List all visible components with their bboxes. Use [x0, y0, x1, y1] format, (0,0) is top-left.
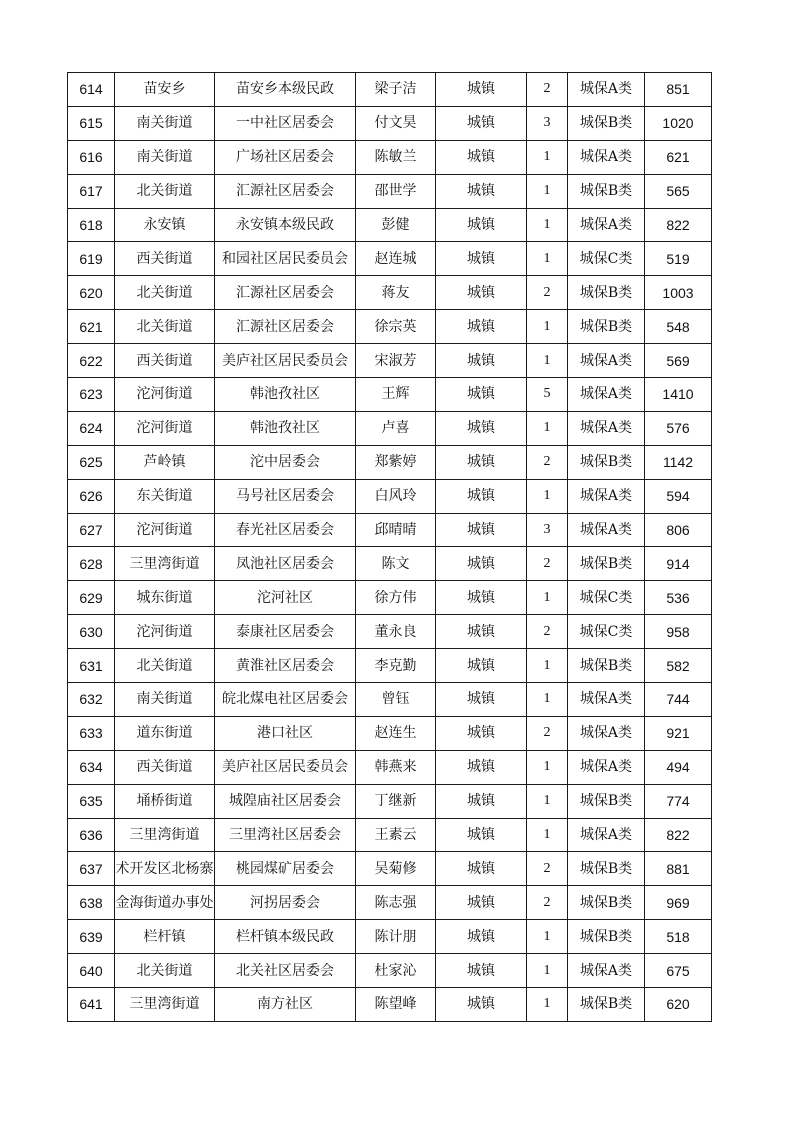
street-office-cell — [115, 411, 215, 445]
community-cell: 港口社区 — [215, 716, 356, 750]
community-cell: 汇源社区居委会 — [215, 310, 356, 344]
amount-cell: 620 — [645, 988, 712, 1022]
household-type-cell: 城镇 — [436, 716, 527, 750]
amount-cell: 1142 — [645, 445, 712, 479]
recipient-name-cell: 宋淑芳 — [356, 344, 436, 378]
street-office-cell — [115, 920, 215, 954]
community-cell: 美庐社区居民委员会 — [215, 344, 356, 378]
member-count-cell: 1 — [527, 479, 568, 513]
table-row — [68, 106, 712, 140]
serial-number-cell: 620 — [68, 276, 115, 310]
category-cell: 城保A类 — [568, 378, 645, 412]
street-office-cell — [115, 750, 215, 784]
amount-cell: 548 — [645, 310, 712, 344]
serial-number-cell: 626 — [68, 479, 115, 513]
street-office-text: 苗安乡 — [143, 81, 186, 98]
member-count-cell: 1 — [527, 344, 568, 378]
community-cell: 和园社区居民委员会 — [215, 242, 356, 276]
street-office-cell — [115, 106, 215, 140]
household-type-cell: 城镇 — [436, 140, 527, 174]
serial-number-cell: 625 — [68, 445, 115, 479]
street-office-text: 芦岭镇 — [143, 454, 186, 471]
table-row — [68, 276, 712, 310]
category-cell: 城保A类 — [568, 140, 645, 174]
amount-cell: 851 — [645, 73, 712, 107]
roster-body — [68, 73, 712, 1022]
category-cell: 城保B类 — [568, 174, 645, 208]
recipient-name-cell: 曾钰 — [356, 683, 436, 717]
community-cell: 沱中居委会 — [215, 445, 356, 479]
household-type-cell: 城镇 — [436, 445, 527, 479]
serial-number-cell: 623 — [68, 378, 115, 412]
table-row — [68, 988, 712, 1022]
member-count-cell: 1 — [527, 784, 568, 818]
amount-cell: 569 — [645, 344, 712, 378]
community-cell: 黄淮社区居委会 — [215, 649, 356, 683]
member-count-cell: 2 — [527, 73, 568, 107]
recipient-name-cell: 徐宗英 — [356, 310, 436, 344]
household-type-cell: 城镇 — [436, 988, 527, 1022]
amount-cell: 881 — [645, 852, 712, 886]
table-row — [68, 750, 712, 784]
community-cell: 皖北煤电社区居委会 — [215, 683, 356, 717]
serial-number-cell: 641 — [68, 988, 115, 1022]
table-row — [68, 242, 712, 276]
household-type-cell: 城镇 — [436, 344, 527, 378]
household-type-cell: 城镇 — [436, 750, 527, 784]
member-count-cell: 2 — [527, 547, 568, 581]
household-type-cell: 城镇 — [436, 411, 527, 445]
member-count-cell: 2 — [527, 886, 568, 920]
recipient-name-cell: 彭健 — [356, 208, 436, 242]
table-row — [68, 208, 712, 242]
table-row — [68, 344, 712, 378]
member-count-cell: 1 — [527, 920, 568, 954]
street-office-text: 沱河街道 — [136, 420, 193, 437]
serial-number-cell: 632 — [68, 683, 115, 717]
community-cell: 汇源社区居委会 — [215, 276, 356, 310]
category-cell: 城保B类 — [568, 310, 645, 344]
street-office-text: 南关街道 — [136, 691, 193, 708]
recipient-name-cell: 韩燕来 — [356, 750, 436, 784]
street-office-text: 南关街道 — [136, 115, 193, 132]
table-row — [68, 954, 712, 988]
category-cell: 城保B类 — [568, 784, 645, 818]
member-count-cell: 2 — [527, 276, 568, 310]
street-office-text: 沱河街道 — [136, 386, 193, 403]
category-cell: 城保A类 — [568, 411, 645, 445]
table-row — [68, 174, 712, 208]
category-cell: 城保A类 — [568, 818, 645, 852]
amount-cell: 822 — [645, 208, 712, 242]
member-count-cell: 1 — [527, 954, 568, 988]
table-row — [68, 683, 712, 717]
street-office-cell — [115, 683, 215, 717]
household-type-cell: 城镇 — [436, 615, 527, 649]
street-office-text: 北关街道 — [136, 284, 193, 301]
street-office-cell — [115, 140, 215, 174]
recipient-name-cell: 陈文 — [356, 547, 436, 581]
community-cell: 三里湾社区居委会 — [215, 818, 356, 852]
street-office-cell — [115, 852, 215, 886]
amount-cell: 518 — [645, 920, 712, 954]
recipient-name-cell: 邱晴晴 — [356, 513, 436, 547]
street-office-text: 北关街道 — [136, 318, 193, 335]
category-cell: 城保B类 — [568, 988, 645, 1022]
street-office-cell — [115, 344, 215, 378]
street-office-cell — [115, 310, 215, 344]
category-cell: 城保C类 — [568, 581, 645, 615]
street-office-text: 北关街道 — [136, 962, 193, 979]
street-office-text: 三里湾街道 — [129, 996, 200, 1013]
member-count-cell: 1 — [527, 208, 568, 242]
member-count-cell: 1 — [527, 140, 568, 174]
community-cell: 韩池孜社区 — [215, 411, 356, 445]
recipient-name-cell: 徐方伟 — [356, 581, 436, 615]
street-office-text: 沱河街道 — [136, 522, 193, 539]
serial-number-cell: 618 — [68, 208, 115, 242]
household-type-cell: 城镇 — [436, 513, 527, 547]
street-office-cell — [115, 649, 215, 683]
member-count-cell: 3 — [527, 106, 568, 140]
category-cell: 城保B类 — [568, 920, 645, 954]
table-row — [68, 547, 712, 581]
street-office-cell — [115, 445, 215, 479]
community-cell: 韩池孜社区 — [215, 378, 356, 412]
member-count-cell: 1 — [527, 649, 568, 683]
amount-cell: 774 — [645, 784, 712, 818]
member-count-cell: 1 — [527, 818, 568, 852]
category-cell: 城保A类 — [568, 513, 645, 547]
recipient-name-cell: 王辉 — [356, 378, 436, 412]
serial-number-cell: 640 — [68, 954, 115, 988]
amount-cell: 519 — [645, 242, 712, 276]
street-office-cell — [115, 784, 215, 818]
serial-number-cell: 616 — [68, 140, 115, 174]
street-office-text: 术开发区北杨寨 — [115, 860, 214, 877]
household-type-cell: 城镇 — [436, 310, 527, 344]
serial-number-cell: 617 — [68, 174, 115, 208]
street-office-cell — [115, 513, 215, 547]
household-type-cell: 城镇 — [436, 208, 527, 242]
household-type-cell: 城镇 — [436, 174, 527, 208]
amount-cell: 1410 — [645, 378, 712, 412]
household-type-cell: 城镇 — [436, 581, 527, 615]
community-cell: 永安镇本级民政 — [215, 208, 356, 242]
community-cell: 汇源社区居委会 — [215, 174, 356, 208]
community-cell: 马号社区居委会 — [215, 479, 356, 513]
member-count-cell: 3 — [527, 513, 568, 547]
recipient-name-cell: 蒋友 — [356, 276, 436, 310]
member-count-cell: 1 — [527, 242, 568, 276]
street-office-text: 永安镇 — [143, 217, 186, 233]
household-type-cell: 城镇 — [436, 649, 527, 683]
category-cell: 城保A类 — [568, 479, 645, 513]
member-count-cell: 1 — [527, 988, 568, 1022]
street-office-cell — [115, 581, 215, 615]
street-office-text: 三里湾街道 — [129, 555, 200, 572]
table-row — [68, 716, 712, 750]
amount-cell: 822 — [645, 818, 712, 852]
street-office-cell — [115, 378, 215, 412]
member-count-cell: 1 — [527, 683, 568, 717]
community-cell: 广场社区居委会 — [215, 140, 356, 174]
amount-cell: 914 — [645, 547, 712, 581]
recipient-name-cell: 王素云 — [356, 818, 436, 852]
street-office-cell — [115, 479, 215, 513]
recipient-name-cell: 梁子洁 — [356, 73, 436, 107]
household-type-cell: 城镇 — [436, 954, 527, 988]
recipient-name-cell: 董永良 — [356, 615, 436, 649]
serial-number-cell: 637 — [68, 852, 115, 886]
table-row — [68, 784, 712, 818]
household-type-cell: 城镇 — [436, 683, 527, 717]
amount-cell: 806 — [645, 513, 712, 547]
table-row — [68, 411, 712, 445]
household-type-cell: 城镇 — [436, 886, 527, 920]
member-count-cell: 2 — [527, 716, 568, 750]
amount-cell: 675 — [645, 954, 712, 988]
household-type-cell: 城镇 — [436, 852, 527, 886]
category-cell: 城保B类 — [568, 852, 645, 886]
amount-cell: 1003 — [645, 276, 712, 310]
category-cell: 城保B类 — [568, 547, 645, 581]
member-count-cell: 2 — [527, 615, 568, 649]
street-office-cell — [115, 174, 215, 208]
street-office-cell — [115, 208, 215, 242]
amount-cell: 621 — [645, 140, 712, 174]
category-cell: 城保B类 — [568, 106, 645, 140]
category-cell: 城保A类 — [568, 954, 645, 988]
serial-number-cell: 636 — [68, 818, 115, 852]
amount-cell: 594 — [645, 479, 712, 513]
recipient-name-cell: 杜家沁 — [356, 954, 436, 988]
street-office-cell — [115, 242, 215, 276]
category-cell: 城保C类 — [568, 242, 645, 276]
street-office-cell — [115, 276, 215, 310]
recipient-name-cell: 卢喜 — [356, 411, 436, 445]
table-row — [68, 615, 712, 649]
serial-number-cell: 615 — [68, 106, 115, 140]
street-office-text: 金海街道办事处 — [115, 894, 214, 911]
street-office-cell — [115, 886, 215, 920]
recipient-name-cell: 吴菊修 — [356, 852, 436, 886]
recipient-name-cell: 陈志强 — [356, 886, 436, 920]
category-cell: 城保C类 — [568, 615, 645, 649]
amount-cell: 576 — [645, 411, 712, 445]
street-office-cell — [115, 73, 215, 107]
street-office-text: 北关街道 — [136, 657, 193, 674]
street-office-text: 城东街道 — [136, 589, 193, 606]
table-row — [68, 479, 712, 513]
street-office-text: 东关街道 — [136, 488, 193, 505]
amount-cell: 744 — [645, 683, 712, 717]
street-office-text: 沱河街道 — [136, 623, 193, 640]
table-row — [68, 581, 712, 615]
serial-number-cell: 629 — [68, 581, 115, 615]
recipient-name-cell: 陈望峰 — [356, 988, 436, 1022]
street-office-text: 西关街道 — [136, 352, 193, 369]
member-count-cell: 2 — [527, 852, 568, 886]
community-cell: 栏杆镇本级民政 — [215, 920, 356, 954]
table-row — [68, 310, 712, 344]
member-count-cell: 5 — [527, 378, 568, 412]
serial-number-cell: 633 — [68, 716, 115, 750]
member-count-cell: 1 — [527, 581, 568, 615]
serial-number-cell: 635 — [68, 784, 115, 818]
serial-number-cell: 619 — [68, 242, 115, 276]
table-row — [68, 852, 712, 886]
community-cell: 泰康社区居委会 — [215, 615, 356, 649]
street-office-text: 三里湾街道 — [129, 827, 200, 844]
serial-number-cell: 624 — [68, 411, 115, 445]
serial-number-cell: 628 — [68, 547, 115, 581]
community-cell: 美庐社区居民委员会 — [215, 750, 356, 784]
table-row — [68, 886, 712, 920]
member-count-cell: 1 — [527, 750, 568, 784]
street-office-text: 栏杆镇 — [143, 928, 186, 945]
household-type-cell: 城镇 — [436, 276, 527, 310]
community-cell: 苗安乡本级民政 — [215, 73, 356, 107]
household-type-cell: 城镇 — [436, 547, 527, 581]
recipient-name-cell: 郑紫婷 — [356, 445, 436, 479]
street-office-text: 埇桥街道 — [136, 793, 193, 810]
amount-cell: 969 — [645, 886, 712, 920]
community-cell: 凤池社区居委会 — [215, 547, 356, 581]
recipient-name-cell: 赵连生 — [356, 716, 436, 750]
street-office-cell — [115, 954, 215, 988]
community-cell: 春光社区居委会 — [215, 513, 356, 547]
serial-number-cell: 639 — [68, 920, 115, 954]
member-count-cell: 2 — [527, 445, 568, 479]
table-row — [68, 818, 712, 852]
household-type-cell: 城镇 — [436, 920, 527, 954]
serial-number-cell: 631 — [68, 649, 115, 683]
street-office-cell — [115, 615, 215, 649]
category-cell: 城保B类 — [568, 649, 645, 683]
street-office-cell — [115, 547, 215, 581]
category-cell: 城保B类 — [568, 886, 645, 920]
table-row — [68, 445, 712, 479]
community-cell: 一中社区居委会 — [215, 106, 356, 140]
table-row — [68, 513, 712, 547]
amount-cell: 494 — [645, 750, 712, 784]
amount-cell: 1020 — [645, 106, 712, 140]
amount-cell: 536 — [645, 581, 712, 615]
table-row — [68, 378, 712, 412]
recipient-name-cell: 白风玲 — [356, 479, 436, 513]
serial-number-cell: 630 — [68, 615, 115, 649]
community-cell: 桃园煤矿居委会 — [215, 852, 356, 886]
household-type-cell: 城镇 — [436, 818, 527, 852]
recipient-name-cell: 付文昊 — [356, 106, 436, 140]
recipient-name-cell: 邵世学 — [356, 174, 436, 208]
recipient-name-cell: 丁继新 — [356, 784, 436, 818]
street-office-cell — [115, 988, 215, 1022]
community-cell: 河拐居委会 — [215, 886, 356, 920]
street-office-cell — [115, 818, 215, 852]
household-type-cell: 城镇 — [436, 242, 527, 276]
street-office-text: 南关街道 — [136, 149, 193, 166]
serial-number-cell: 621 — [68, 310, 115, 344]
category-cell: 城保A类 — [568, 716, 645, 750]
recipient-name-cell: 赵连城 — [356, 242, 436, 276]
household-type-cell: 城镇 — [436, 378, 527, 412]
community-cell: 城隍庙社区居委会 — [215, 784, 356, 818]
category-cell: 城保A类 — [568, 683, 645, 717]
street-office-text: 北关街道 — [136, 183, 193, 200]
community-cell: 南方社区 — [215, 988, 356, 1022]
table-row — [68, 649, 712, 683]
street-office-text: 西关街道 — [136, 250, 193, 267]
serial-number-cell: 627 — [68, 513, 115, 547]
table-row — [68, 920, 712, 954]
category-cell: 城保A类 — [568, 73, 645, 107]
category-cell: 城保A类 — [568, 750, 645, 784]
amount-cell: 565 — [645, 174, 712, 208]
member-count-cell: 1 — [527, 310, 568, 344]
allowance-roster-table — [67, 72, 712, 1022]
household-type-cell: 城镇 — [436, 106, 527, 140]
serial-number-cell: 638 — [68, 886, 115, 920]
table-row — [68, 140, 712, 174]
household-type-cell: 城镇 — [436, 479, 527, 513]
recipient-name-cell: 陈敏兰 — [356, 140, 436, 174]
member-count-cell: 1 — [527, 411, 568, 445]
recipient-name-cell: 李克勤 — [356, 649, 436, 683]
community-cell: 沱河社区 — [215, 581, 356, 615]
serial-number-cell: 614 — [68, 73, 115, 107]
street-office-text: 西关街道 — [136, 759, 193, 776]
amount-cell: 958 — [645, 615, 712, 649]
amount-cell: 582 — [645, 649, 712, 683]
serial-number-cell: 622 — [68, 344, 115, 378]
category-cell: 城保B类 — [568, 276, 645, 310]
category-cell: 城保B类 — [568, 445, 645, 479]
member-count-cell: 1 — [527, 174, 568, 208]
community-cell: 北关社区居委会 — [215, 954, 356, 988]
amount-cell: 921 — [645, 716, 712, 750]
category-cell: 城保A类 — [568, 208, 645, 242]
table-row — [68, 73, 712, 107]
household-type-cell: 城镇 — [436, 784, 527, 818]
serial-number-cell: 634 — [68, 750, 115, 784]
street-office-text: 道东街道 — [136, 725, 193, 742]
recipient-name-cell: 陈计朋 — [356, 920, 436, 954]
street-office-cell — [115, 716, 215, 750]
household-type-cell: 城镇 — [436, 73, 527, 107]
category-cell: 城保A类 — [568, 344, 645, 378]
